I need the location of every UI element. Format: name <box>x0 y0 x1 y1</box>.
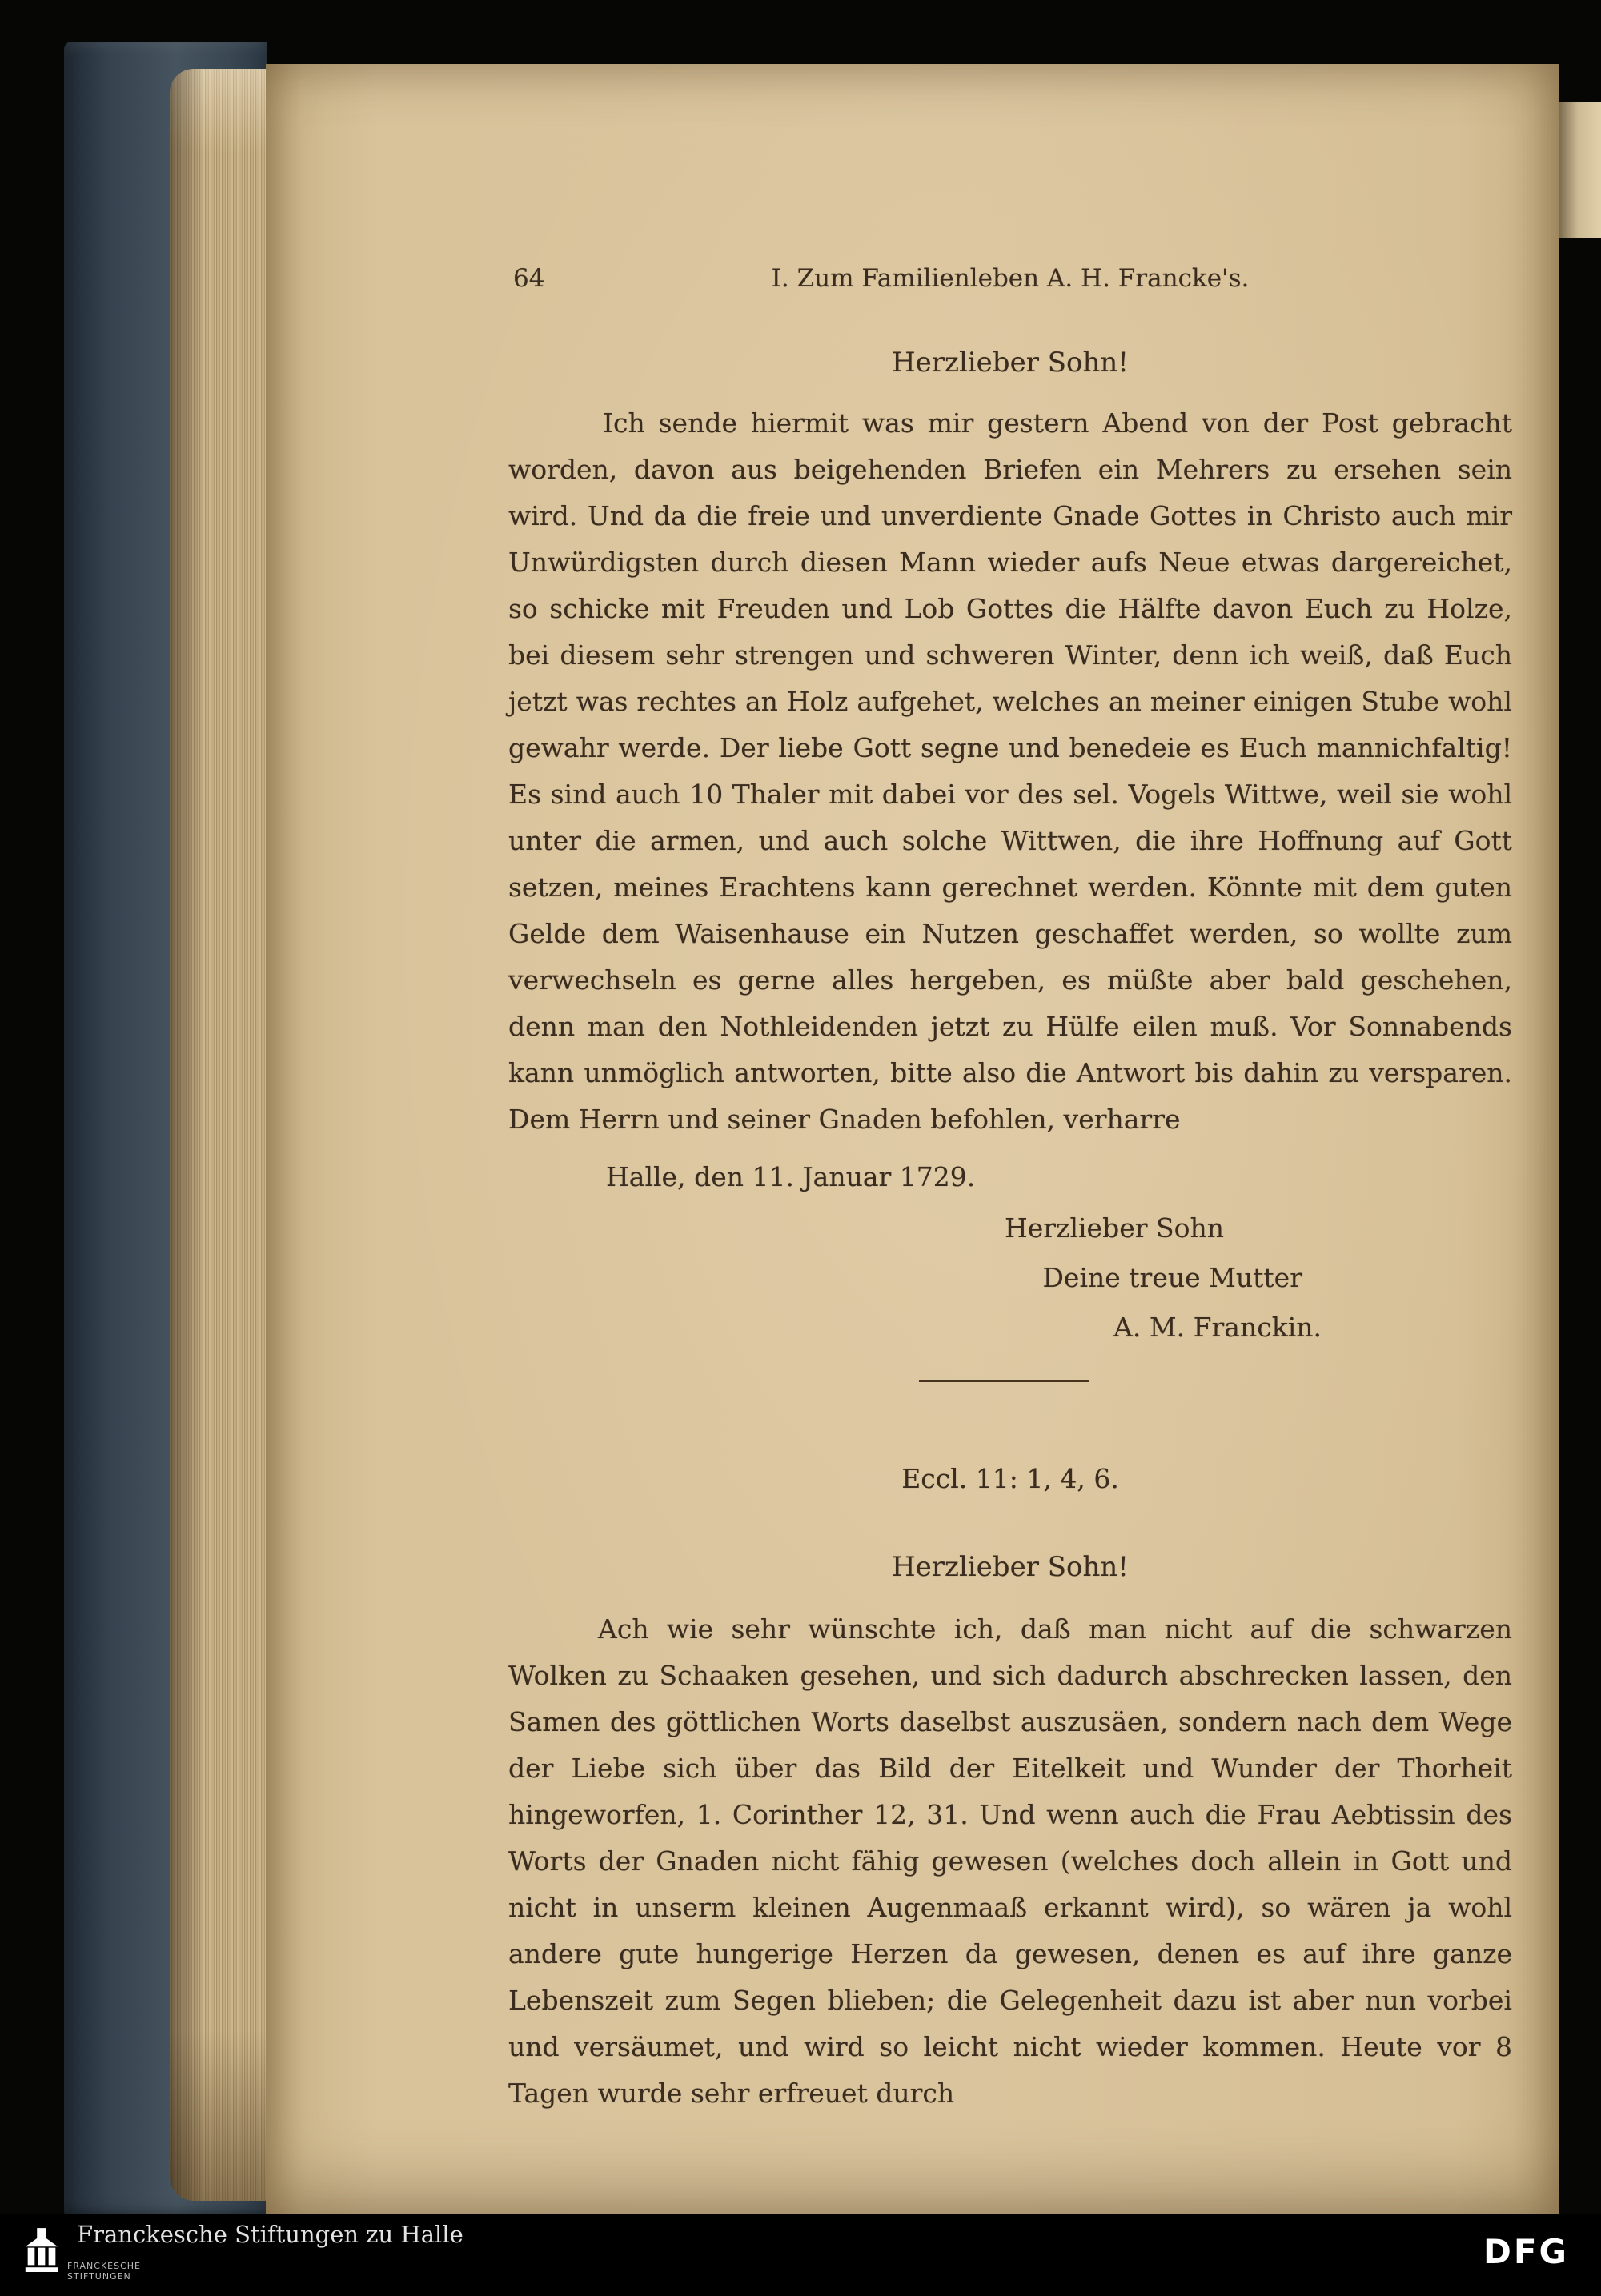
adjacent-page-corner <box>1559 102 1601 238</box>
letter2-salutation: Herzlieber Sohn! <box>892 1551 1129 1583</box>
logo-caption: FRANCKESCHE STIFTUNGEN <box>67 2261 142 2282</box>
letter2-body: Ach wie sehr wünschte ich, daß man nicht auf die schwarzen Wolken zu Schaaken gesehen, und sich dadurch abschrecken lassen, den Samen des göttlichen Worts daselbst auszusäen, sondern nach dem Wege der Liebe sich über das Bild der Eitelkeit und Wunder der Thorheit hingeworfen, 1. Corinther 12, 31. Und wenn auch die Frau Aebtissin des Worts der Gnaden nicht fähig gewesen (welches doch allein in Gott und nicht in unserm kleinen Augenmaaß erkannt wird), so wären ja wohl andere gute hungerige Herzen da gewesen, denen es auf ihre ganze Lebenszeit zum Segen blieben; die Gelegenheit dazu ist aber nun vorbei und versäumet, und wird so leicht nicht wieder kommen. Heute vor 8 Tagen wurde sehr erfreuet durch <box>508 1613 1512 2109</box>
book-page <box>266 64 1559 2215</box>
scripture-reference: Eccl. 11: 1, 4, 6. <box>901 1463 1119 1494</box>
institution-name: Franckesche Stiftungen zu Halle <box>77 2221 463 2248</box>
page-text-block <box>508 262 1512 2117</box>
page-header <box>508 262 1512 295</box>
page-edges-stack <box>170 69 267 2201</box>
letter1-dateline: Halle, den 11. Januar 1729. <box>606 1161 976 1192</box>
franckesche-stiftungen-logo-icon <box>21 2226 62 2277</box>
running-title: I. Zum Familienleben A. H. Francke's. <box>771 264 1250 293</box>
letter1-salutation: Herzlieber Sohn! <box>892 347 1129 379</box>
dfg-logo: DFG <box>1483 2232 1569 2271</box>
letter1-closing <box>508 1204 1512 1352</box>
closing-line: Deine treue Mutter <box>1042 1262 1302 1293</box>
page-number: 64 <box>513 264 545 293</box>
closing-line: Herzlieber Sohn <box>1004 1212 1224 1244</box>
scan-footer-bar <box>0 2214 1601 2296</box>
letter1-body: Ich sende hiermit was mir gestern Abend von der Post gebracht worden, davon aus beigehenden Briefen ein Mehrers zu ersehen sein wird. Und da die freie und unverdiente Gnade Gottes in Christo auch mir Unwürdigsten durch diesen Mann wieder aufs Neue etwas dargereichet, so schicke mit Freuden und Lob Gottes die Hälfte davon Euch zu Holze, bei diesem sehr strengen und schweren Winter, denn ich weiß, daß Euch jetzt was rechtes an Holz aufgehet, welches an meiner einigen Stube wohl gewahr werde. Der liebe Gott segne und benedeie es Euch mannichfaltig! Es sind auch 10 Thaler mit dabei vor des sel. Vogels Wittwe, weil sie wohl unter die armen, und auch solche Wittwen, die ihre Hoffnung auf Gott setzen, meines Erachtens kann gerechnet werden. Könnte mit dem guten Gelde dem Waisenhause ein Nutzen geschaffet werden, so wollte zum verwechseln es gerne alles hergeben, es müßte aber bald geschehen, denn man den Nothleidenden jetzt zu Hülfe eilen muß. Vor Sonnabends kann unmöglich antworten, bitte also die Antwort bis dahin zu versparen. Dem Herrn und seiner Gnaden befohlen, verharre <box>508 407 1512 1135</box>
section-divider-rule <box>919 1380 1089 1382</box>
signature-name: A. M. Franckin. <box>1113 1312 1322 1343</box>
